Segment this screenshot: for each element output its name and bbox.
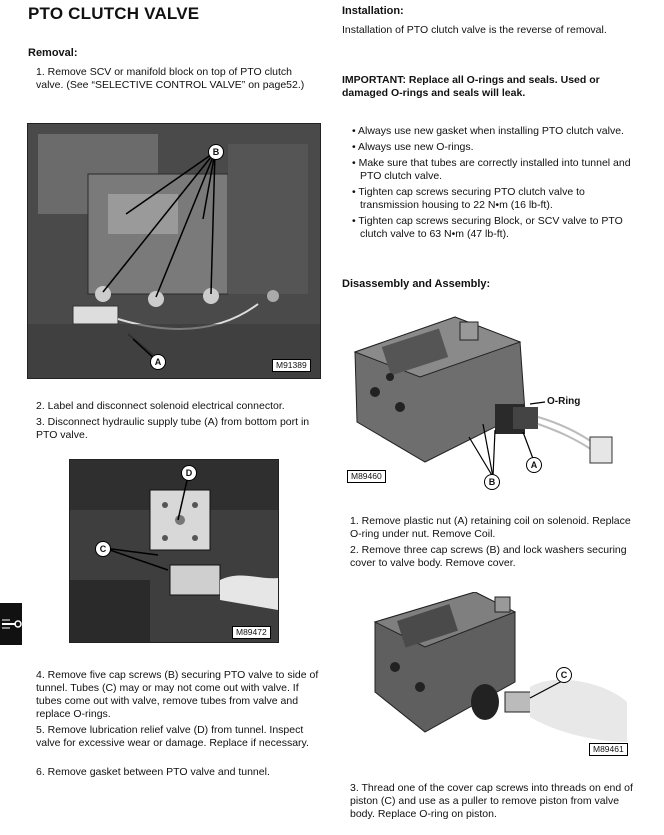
callout-b: B bbox=[208, 144, 224, 160]
figure-label: M89460 bbox=[347, 470, 386, 483]
figure-valve-solenoid bbox=[345, 312, 635, 487]
callout-c: C bbox=[95, 541, 111, 557]
callout-a: A bbox=[150, 354, 166, 370]
removal-step-4: 4. Remove five cap screws (B) securing PTO valve to side of tunnel. Tubes (C) may or may not come out with valve. If tubes come out with valve, remove tubes from valve and replace O-rings. bbox=[36, 669, 319, 720]
installation-bullets bbox=[350, 125, 634, 244]
removal-step-5: 5. Remove lubrication relief valve (D) from tunnel. Inspect valve for excessive wear or damage. Replace if necessary. bbox=[36, 724, 309, 749]
oring-label: O-Ring bbox=[547, 396, 581, 407]
disassembly-step-1: 1. Remove plastic nut (A) retaining coil on solenoid. Replace O-ring under nut. Remove Coil. bbox=[350, 515, 631, 540]
callout-a: A bbox=[526, 457, 542, 473]
figure-label: M89472 bbox=[232, 626, 271, 639]
tractor-pto-icon bbox=[0, 603, 22, 645]
photo-piston bbox=[365, 592, 635, 762]
bullet-item: • Always use new gasket when installing PTO clutch valve. bbox=[352, 125, 624, 137]
disassembly-heading: Disassembly and Assembly: bbox=[342, 278, 491, 290]
disassembly-step-2: 2. Remove three cap screws (B) and lock washers securing cover to valve body. Remove cover. bbox=[350, 544, 627, 569]
installation-text: Installation of PTO clutch valve is the reverse of removal. bbox=[342, 24, 607, 36]
figure-label: M91389 bbox=[272, 359, 311, 372]
bullet-item: • Make sure that tubes are correctly installed into tunnel and PTO clutch valve. bbox=[352, 157, 631, 182]
disassembly-step-3: 3. Thread one of the cover cap screws into threads on end of piston (C) and use as a puller to remove piston from valve body. Replace O-ring on piston. bbox=[350, 782, 633, 820]
bullet-item: • Tighten cap screws securing PTO clutch valve to transmission housing to 22 N•m (16 lb-ft). bbox=[352, 186, 585, 211]
callout-d: D bbox=[181, 465, 197, 481]
removal-step-2: 2. Label and disconnect solenoid electrical connector. bbox=[36, 400, 285, 412]
photo-valve-body bbox=[345, 312, 635, 487]
installation-heading: Installation: bbox=[342, 5, 404, 17]
removal-step-3: 3. Disconnect hydraulic supply tube (A) from bottom port in PTO valve. bbox=[36, 416, 310, 441]
bullet-item: • Tighten cap screws securing Block, or SCV valve to PTO clutch valve to 63 N•m (47 lb-ft). bbox=[352, 215, 623, 240]
removal-heading: Removal: bbox=[28, 47, 78, 59]
removal-step-1: 1. Remove SCV or manifold block on top of PTO clutch valve. (See “SELECTIVE CONTROL VALVE” on page52.) bbox=[36, 66, 305, 91]
figure-piston-removal bbox=[365, 592, 635, 762]
figure-label: M89461 bbox=[589, 743, 628, 756]
bullet-item: • Always use new O-rings. bbox=[352, 141, 474, 153]
section-tab-marker bbox=[0, 603, 22, 645]
figure-pto-valve-installed bbox=[27, 123, 321, 379]
removal-step-6: 6. Remove gasket between PTO valve and tunnel. bbox=[36, 766, 270, 778]
page-title: PTO CLUTCH VALVE bbox=[28, 4, 200, 23]
callout-b: B bbox=[484, 474, 500, 490]
callout-c: C bbox=[556, 667, 572, 683]
photo-engine-block bbox=[28, 124, 320, 378]
figure-pto-valve-removed bbox=[69, 459, 279, 643]
important-note: IMPORTANT: Replace all O-rings and seals. Used or damaged O-rings and seals will leak. bbox=[342, 74, 600, 99]
